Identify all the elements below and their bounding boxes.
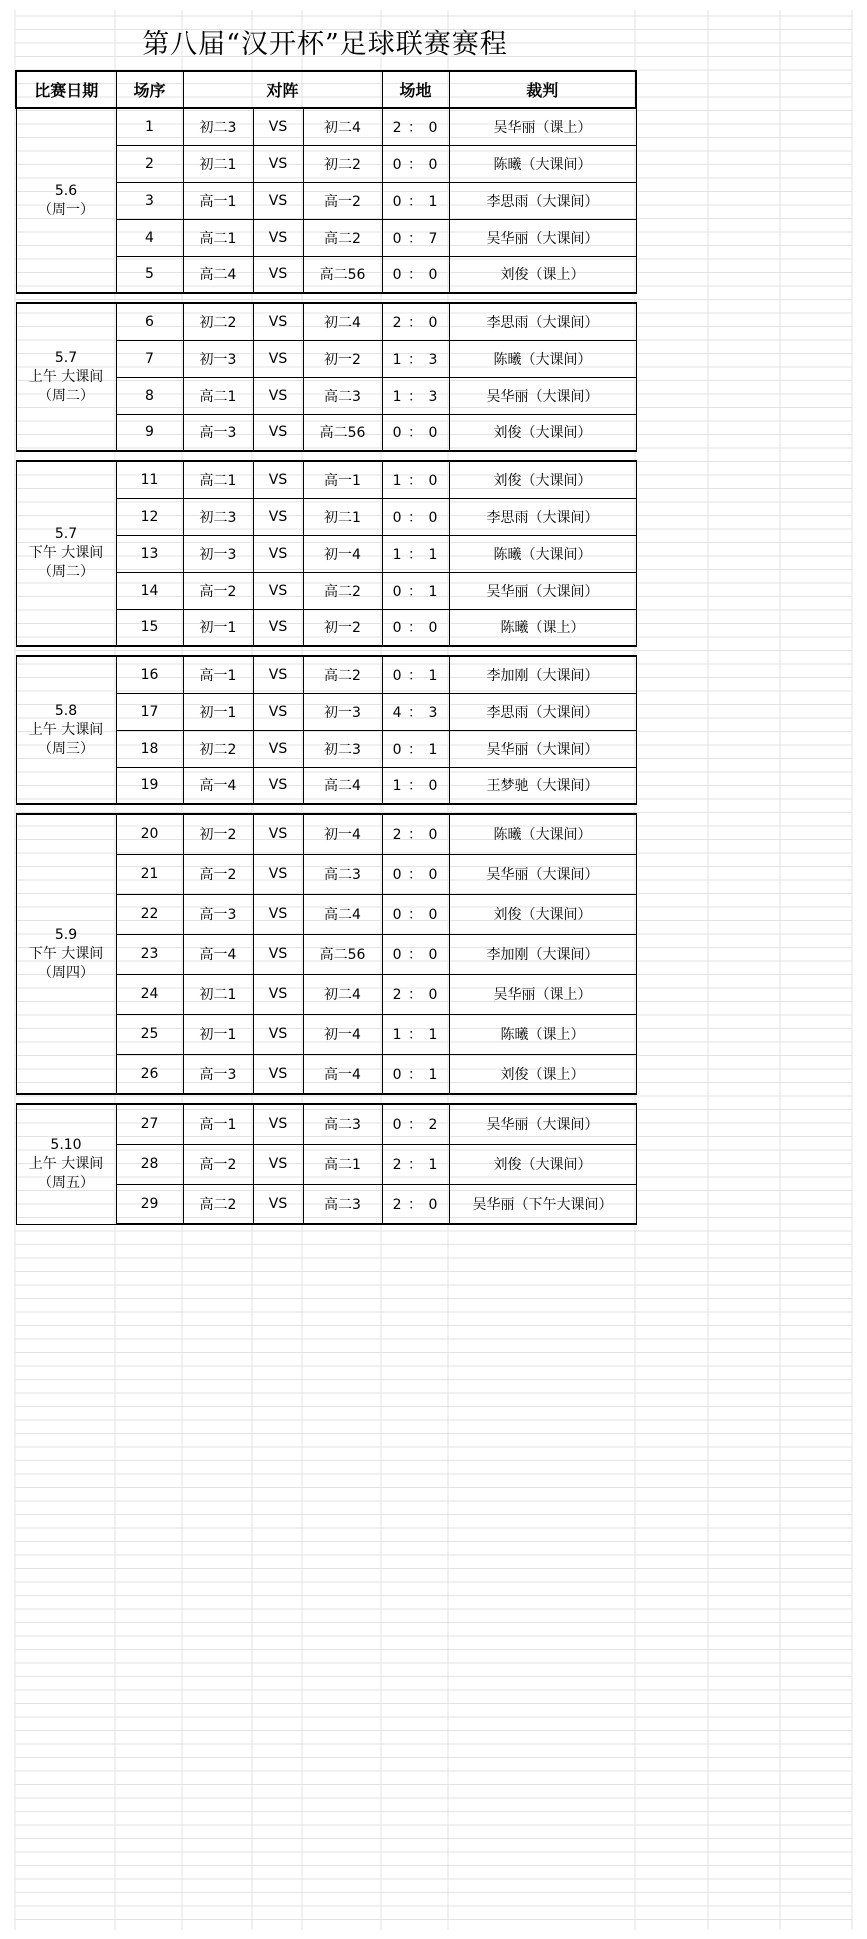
home-team-cell[interactable]: 初一3	[183, 535, 253, 572]
date-text-date-line1: 5.6	[54, 182, 78, 199]
away-team-cell[interactable]: 初一2	[303, 609, 382, 646]
score-cell[interactable]: 2 ： 0	[382, 1184, 449, 1224]
score-cell[interactable]: 1 ： 0	[382, 461, 449, 498]
referee-cell[interactable]: 刘俊（课上）	[449, 256, 636, 293]
match-number-cell[interactable]: 25	[116, 1014, 183, 1054]
away-team-cell[interactable]: 高二56	[303, 934, 382, 974]
vs-cell[interactable]: VS	[253, 219, 303, 256]
away-team-cell[interactable]: 初二4	[303, 303, 382, 340]
score-cell[interactable]: 0 ： 2	[382, 1104, 449, 1144]
vs-cell[interactable]: VS	[253, 1104, 303, 1144]
date-text-date-line3: （周四）	[38, 964, 94, 981]
referee-cell[interactable]: 刘俊（大课间）	[449, 1144, 636, 1184]
match-number-cell[interactable]: 13	[116, 535, 183, 572]
score-cell[interactable]: 0 ： 0	[382, 414, 449, 451]
score-cell[interactable]: 1 ： 1	[382, 1014, 449, 1054]
home-team-cell[interactable]: 初一1	[183, 693, 253, 730]
home-team-cell[interactable]: 初二3	[183, 108, 253, 145]
match-number-cell[interactable]: 11	[116, 461, 183, 498]
score-cell[interactable]: 0 ： 0	[382, 145, 449, 182]
home-team-cell[interactable]: 高一4	[183, 934, 253, 974]
match-number-cell[interactable]: 8	[116, 377, 183, 414]
match-number-cell[interactable]: 1	[116, 108, 183, 145]
away-team-cell[interactable]: 高二2	[303, 656, 382, 693]
score-cell[interactable]: 0 ： 0	[382, 894, 449, 934]
date-text-date-line3: （周三）	[38, 740, 94, 757]
away-team-cell[interactable]: 高二56	[303, 414, 382, 451]
match-number-cell[interactable]: 29	[116, 1184, 183, 1224]
away-team-cell[interactable]: 高二2	[303, 219, 382, 256]
vs-cell[interactable]: VS	[253, 377, 303, 414]
table-row	[16, 814, 636, 854]
score-cell[interactable]: 0 ： 0	[382, 609, 449, 646]
date-text-date-line3: （周二）	[38, 387, 94, 404]
table-row	[16, 108, 636, 145]
vs-cell[interactable]: VS	[253, 1054, 303, 1094]
vs-cell[interactable]: VS	[253, 854, 303, 894]
referee-cell[interactable]: 刘俊（课上）	[449, 1054, 636, 1094]
date-cell[interactable]	[16, 303, 116, 451]
home-team-cell[interactable]: 高一3	[183, 894, 253, 934]
match-number-cell[interactable]: 26	[116, 1054, 183, 1094]
vs-cell[interactable]: VS	[253, 934, 303, 974]
vs-cell[interactable]: VS	[253, 256, 303, 293]
away-team-cell[interactable]: 高二1	[303, 1144, 382, 1184]
away-team-cell[interactable]: 高一1	[303, 461, 382, 498]
match-number-cell[interactable]: 14	[116, 572, 183, 609]
page-title: 第八届“汉开杯”足球联赛赛程	[142, 29, 508, 60]
home-team-cell[interactable]: 高一1	[183, 1104, 253, 1144]
table-row	[16, 1104, 636, 1144]
vs-cell[interactable]: VS	[253, 498, 303, 535]
score-cell[interactable]: 0 ： 0	[382, 498, 449, 535]
score-cell[interactable]: 0 ： 1	[382, 182, 449, 219]
separator-cell	[16, 804, 636, 814]
home-team-cell[interactable]: 高一1	[183, 656, 253, 693]
away-team-cell[interactable]: 高二4	[303, 767, 382, 804]
vs-cell[interactable]: VS	[253, 340, 303, 377]
score-cell[interactable]: 1 ： 3	[382, 340, 449, 377]
match-number-cell[interactable]: 5	[116, 256, 183, 293]
vs-cell[interactable]: VS	[253, 1014, 303, 1054]
score-cell[interactable]: 0 ： 1	[382, 656, 449, 693]
score-cell[interactable]: 2 ： 0	[382, 814, 449, 854]
match-number-cell[interactable]: 24	[116, 974, 183, 1014]
header-matchup[interactable]: 对阵	[183, 71, 382, 108]
separator-cell	[16, 1094, 636, 1104]
referee-cell[interactable]: 李思雨（大课间）	[449, 693, 636, 730]
vs-cell[interactable]: VS	[253, 108, 303, 145]
match-number-cell[interactable]: 3	[116, 182, 183, 219]
referee-cell[interactable]: 王梦驰（大课间）	[449, 767, 636, 804]
referee-cell[interactable]: 陈曦（大课间）	[449, 535, 636, 572]
home-team-cell[interactable]: 初一3	[183, 340, 253, 377]
referee-cell[interactable]: 吴华丽（课上）	[449, 108, 636, 145]
match-number-cell[interactable]: 6	[116, 303, 183, 340]
vs-cell[interactable]: VS	[253, 1144, 303, 1184]
home-team-cell[interactable]: 高二2	[183, 1184, 253, 1224]
score-cell[interactable]: 1 ： 1	[382, 535, 449, 572]
away-team-cell[interactable]: 初一2	[303, 340, 382, 377]
date-text-date-line1: 5.10	[50, 1136, 82, 1153]
header-score[interactable]: 场地	[382, 71, 449, 108]
away-team-cell[interactable]: 高一4	[303, 1054, 382, 1094]
score-cell[interactable]: 0 ： 1	[382, 1054, 449, 1094]
home-team-cell[interactable]: 高二1	[183, 461, 253, 498]
referee-cell[interactable]: 刘俊（大课间）	[449, 461, 636, 498]
home-team-cell[interactable]: 高二1	[183, 377, 253, 414]
score-cell[interactable]: 0 ： 0	[382, 934, 449, 974]
vs-cell[interactable]: VS	[253, 461, 303, 498]
date-text-date-line2: 上午 大课间	[28, 721, 104, 738]
table-row	[16, 461, 636, 498]
header-row	[16, 71, 636, 108]
match-number-cell[interactable]: 18	[116, 730, 183, 767]
referee-cell[interactable]: 吴华丽（大课间）	[449, 730, 636, 767]
date-cell[interactable]	[16, 1104, 116, 1224]
referee-cell[interactable]: 陈曦（课上）	[449, 1014, 636, 1054]
home-team-cell[interactable]: 初一2	[183, 814, 253, 854]
home-team-cell[interactable]: 初二2	[183, 730, 253, 767]
vs-cell[interactable]: VS	[253, 656, 303, 693]
referee-cell[interactable]: 陈曦（大课间）	[449, 340, 636, 377]
score-cell[interactable]: 1 ： 3	[382, 377, 449, 414]
referee-cell[interactable]: 吴华丽（大课间）	[449, 572, 636, 609]
away-team-cell[interactable]: 初一4	[303, 1014, 382, 1054]
home-team-cell[interactable]: 高一4	[183, 767, 253, 804]
vs-cell[interactable]: VS	[253, 814, 303, 854]
referee-cell[interactable]: 吴华丽（大课间）	[449, 377, 636, 414]
score-cell[interactable]: 0 ： 1	[382, 730, 449, 767]
group-separator	[16, 293, 636, 303]
score-cell[interactable]: 2 ： 1	[382, 1144, 449, 1184]
home-team-cell[interactable]: 高一1	[183, 182, 253, 219]
score-cell[interactable]: 1 ： 0	[382, 767, 449, 804]
home-team-cell[interactable]: 高一3	[183, 414, 253, 451]
match-number-cell[interactable]: 16	[116, 656, 183, 693]
away-team-cell[interactable]: 初二1	[303, 498, 382, 535]
vs-cell[interactable]: VS	[253, 1184, 303, 1224]
home-team-cell[interactable]: 初二1	[183, 145, 253, 182]
match-number-cell[interactable]: 12	[116, 498, 183, 535]
date-text-date-line2: 上午 大课间	[28, 1155, 104, 1172]
referee-cell[interactable]: 吴华丽（大课间）	[449, 854, 636, 894]
date-text-date-line2: 下午 大课间	[28, 945, 104, 962]
vs-cell[interactable]: VS	[253, 767, 303, 804]
score-cell[interactable]: 2 ： 0	[382, 108, 449, 145]
score-cell[interactable]: 0 ： 0	[382, 256, 449, 293]
date-cell[interactable]	[16, 814, 116, 1094]
away-team-cell[interactable]: 高二2	[303, 572, 382, 609]
referee-cell[interactable]: 吴华丽（课上）	[449, 974, 636, 1014]
score-cell[interactable]: 4 ： 3	[382, 693, 449, 730]
date-text-date-line1: 5.9	[54, 926, 78, 943]
away-team-cell[interactable]: 初一3	[303, 693, 382, 730]
referee-cell[interactable]: 李思雨（大课间）	[449, 182, 636, 219]
vs-cell[interactable]: VS	[253, 535, 303, 572]
referee-cell[interactable]: 刘俊（大课间）	[449, 414, 636, 451]
away-team-cell[interactable]: 高二3	[303, 1184, 382, 1224]
score-cell[interactable]: 0 ： 1	[382, 572, 449, 609]
match-number-cell[interactable]: 23	[116, 934, 183, 974]
vs-cell[interactable]: VS	[253, 414, 303, 451]
date-text-date-line1: 5.8	[54, 702, 78, 719]
home-team-cell[interactable]: 高一2	[183, 1144, 253, 1184]
referee-cell[interactable]: 李思雨（大课间）	[449, 498, 636, 535]
group-separator	[16, 451, 636, 461]
vs-cell[interactable]: VS	[253, 693, 303, 730]
home-team-cell[interactable]: 初一1	[183, 1014, 253, 1054]
vs-cell[interactable]: VS	[253, 730, 303, 767]
home-team-cell[interactable]: 高二1	[183, 219, 253, 256]
match-number-cell[interactable]: 21	[116, 854, 183, 894]
away-team-cell[interactable]: 初二4	[303, 974, 382, 1014]
date-cell[interactable]	[16, 461, 116, 646]
match-number-cell[interactable]: 20	[116, 814, 183, 854]
home-team-cell[interactable]: 高二4	[183, 256, 253, 293]
home-team-cell[interactable]: 初二3	[183, 498, 253, 535]
home-team-cell[interactable]: 高一3	[183, 1054, 253, 1094]
group-separator	[16, 646, 636, 656]
match-number-cell[interactable]: 7	[116, 340, 183, 377]
match-number-cell[interactable]: 4	[116, 219, 183, 256]
referee-cell[interactable]: 李思雨（大课间）	[449, 303, 636, 340]
date-text-date-line2: 上午 大课间	[28, 368, 104, 385]
referee-cell[interactable]: 陈曦（大课间）	[449, 814, 636, 854]
away-team-cell[interactable]: 高二3	[303, 377, 382, 414]
referee-cell[interactable]: 吴华丽（大课间）	[449, 1104, 636, 1144]
home-team-cell[interactable]: 高一2	[183, 572, 253, 609]
date-text-date-line3: （周五）	[38, 1174, 94, 1191]
header-referee[interactable]: 裁判	[449, 71, 636, 108]
away-team-cell[interactable]: 初一4	[303, 535, 382, 572]
away-team-cell[interactable]: 高二3	[303, 1104, 382, 1144]
referee-cell[interactable]: 刘俊（大课间）	[449, 894, 636, 934]
match-schedule-table	[15, 70, 637, 1225]
date-text-date-line3: （周二）	[38, 564, 94, 580]
home-team-cell[interactable]: 初一1	[183, 609, 253, 646]
match-number-cell[interactable]: 9	[116, 414, 183, 451]
vs-cell[interactable]: VS	[253, 145, 303, 182]
away-team-cell[interactable]: 高二56	[303, 256, 382, 293]
vs-cell[interactable]: VS	[253, 894, 303, 934]
separator-cell	[16, 646, 636, 656]
date-text-date-line1: 5.7	[54, 349, 78, 366]
score-cell[interactable]: 0 ： 0	[382, 854, 449, 894]
vs-cell[interactable]: VS	[253, 974, 303, 1014]
referee-cell[interactable]: 吴华丽（大课间）	[449, 219, 636, 256]
away-team-cell[interactable]: 高二4	[303, 894, 382, 934]
score-cell[interactable]: 0 ： 7	[382, 219, 449, 256]
away-team-cell[interactable]: 初二4	[303, 108, 382, 145]
match-number-cell[interactable]: 17	[116, 693, 183, 730]
vs-cell[interactable]: VS	[253, 303, 303, 340]
match-number-cell[interactable]: 27	[116, 1104, 183, 1144]
header-match-number[interactable]: 场序	[116, 71, 183, 108]
away-team-cell[interactable]: 初一4	[303, 814, 382, 854]
match-number-cell[interactable]: 28	[116, 1144, 183, 1184]
referee-cell[interactable]: 李加刚（大课间）	[449, 656, 636, 693]
table-row	[16, 656, 636, 693]
vs-cell[interactable]: VS	[253, 609, 303, 646]
referee-cell[interactable]: 陈曦（课上）	[449, 609, 636, 646]
group-separator	[16, 804, 636, 814]
score-cell[interactable]: 2 ： 0	[382, 974, 449, 1014]
score-cell[interactable]: 2 ： 0	[382, 303, 449, 340]
separator-cell	[16, 451, 636, 461]
vs-cell[interactable]: VS	[253, 182, 303, 219]
vs-cell[interactable]: VS	[253, 572, 303, 609]
date-cell[interactable]	[16, 656, 116, 804]
away-team-cell[interactable]: 初二3	[303, 730, 382, 767]
referee-cell[interactable]: 陈曦（大课间）	[449, 145, 636, 182]
home-team-cell[interactable]: 初二1	[183, 974, 253, 1014]
group-separator	[16, 1094, 636, 1104]
table-row	[16, 303, 636, 340]
away-team-cell[interactable]: 高一2	[303, 182, 382, 219]
schedule-body	[16, 108, 636, 1224]
away-team-cell[interactable]: 高二3	[303, 854, 382, 894]
separator-cell	[16, 293, 636, 303]
match-number-cell[interactable]: 19	[116, 767, 183, 804]
referee-cell[interactable]: 李加刚（大课间）	[449, 934, 636, 974]
date-text-date-line2: 下午 大课间	[28, 545, 104, 561]
match-number-cell[interactable]: 15	[116, 609, 183, 646]
away-team-cell[interactable]: 初二2	[303, 145, 382, 182]
date-cell[interactable]	[16, 108, 116, 293]
header-date[interactable]: 比赛日期	[16, 71, 116, 108]
date-text-date-line3: （周一）	[38, 201, 94, 218]
match-number-cell[interactable]: 2	[116, 145, 183, 182]
match-number-cell[interactable]: 22	[116, 894, 183, 934]
home-team-cell[interactable]: 高一2	[183, 854, 253, 894]
home-team-cell[interactable]: 初二2	[183, 303, 253, 340]
referee-cell[interactable]: 吴华丽（下午大课间）	[449, 1184, 636, 1224]
date-text-date-line1: 5.7	[54, 526, 78, 542]
